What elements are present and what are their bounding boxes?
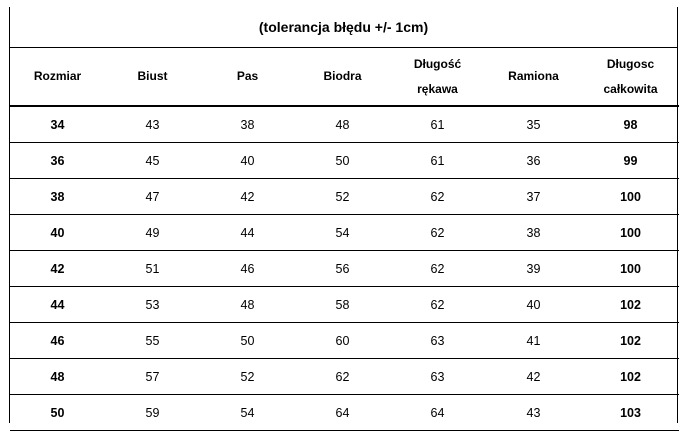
column-header-line: Biodra [323, 69, 362, 83]
table-cell: 40 [200, 143, 295, 179]
table-cell: 52 [200, 359, 295, 395]
table-cell: 60 [295, 323, 390, 359]
table-row [10, 215, 679, 251]
table-cell: 42 [485, 359, 582, 395]
table-row [10, 323, 679, 359]
table-cell: 48 [10, 359, 105, 395]
table-cell: 43 [105, 106, 200, 143]
column-header-line: Biust [137, 69, 168, 83]
table-cell: 59 [105, 395, 200, 431]
table-cell: 55 [105, 323, 200, 359]
table-cell: 35 [485, 106, 582, 143]
table-cell: 62 [390, 251, 485, 287]
table-cell: 62 [295, 359, 390, 395]
table-row [10, 287, 679, 323]
table-cell: 50 [295, 143, 390, 179]
column-header [295, 48, 390, 106]
column-header [485, 48, 582, 106]
size-table [10, 48, 679, 431]
table-cell: 99 [582, 143, 679, 179]
column-header [200, 48, 295, 106]
table-cell: 38 [10, 179, 105, 215]
table-cell: 44 [200, 215, 295, 251]
table-row [10, 359, 679, 395]
table-cell: 62 [390, 287, 485, 323]
column-header [10, 48, 105, 106]
column-header [582, 48, 679, 106]
table-row [10, 106, 679, 143]
table-cell: 39 [485, 251, 582, 287]
column-header-line: całkowita [603, 81, 658, 96]
table-cell: 54 [295, 215, 390, 251]
table-cell: 102 [582, 323, 679, 359]
table-cell: 52 [295, 179, 390, 215]
table-cell: 42 [10, 251, 105, 287]
table-cell: 57 [105, 359, 200, 395]
table-cell: 36 [485, 143, 582, 179]
table-cell: 61 [390, 143, 485, 179]
header-row [10, 48, 679, 106]
table-cell: 49 [105, 215, 200, 251]
table-cell: 48 [200, 287, 295, 323]
table-cell: 47 [105, 179, 200, 215]
table-cell: 46 [200, 251, 295, 287]
table-cell: 38 [485, 215, 582, 251]
column-header [105, 48, 200, 106]
table-cell: 42 [200, 179, 295, 215]
table-cell: 41 [485, 323, 582, 359]
table-cell: 51 [105, 251, 200, 287]
size-chart [9, 7, 678, 423]
table-row [10, 143, 679, 179]
table-cell: 58 [295, 287, 390, 323]
column-header-line: Długosc [606, 56, 655, 71]
table-cell: 61 [390, 106, 485, 143]
table-cell: 44 [10, 287, 105, 323]
column-header-line: Ramiona [508, 69, 559, 83]
table-cell: 102 [582, 287, 679, 323]
table-cell: 40 [485, 287, 582, 323]
table-cell: 50 [200, 323, 295, 359]
table-cell: 37 [485, 179, 582, 215]
table-cell: 103 [582, 395, 679, 431]
table-cell: 53 [105, 287, 200, 323]
table-cell: 48 [295, 106, 390, 143]
table-cell: 62 [390, 215, 485, 251]
table-cell: 38 [200, 106, 295, 143]
table-cell: 34 [10, 106, 105, 143]
table-cell: 43 [485, 395, 582, 431]
table-cell: 100 [582, 179, 679, 215]
table-cell: 64 [390, 395, 485, 431]
table-cell: 64 [295, 395, 390, 431]
table-cell: 56 [295, 251, 390, 287]
table-cell: 63 [390, 359, 485, 395]
table-cell: 54 [200, 395, 295, 431]
table-row [10, 395, 679, 431]
table-cell: 62 [390, 179, 485, 215]
table-cell: 50 [10, 395, 105, 431]
table-cell: 100 [582, 215, 679, 251]
table-cell: 98 [582, 106, 679, 143]
column-header-line: Długość [413, 56, 462, 71]
table-cell: 36 [10, 143, 105, 179]
table-row [10, 179, 679, 215]
table-row [10, 251, 679, 287]
table-cell: 45 [105, 143, 200, 179]
column-header-line: Rozmiar [33, 69, 82, 83]
column-header-line: Pas [236, 69, 259, 83]
table-cell: 102 [582, 359, 679, 395]
table-cell: 46 [10, 323, 105, 359]
table-cell: 63 [390, 323, 485, 359]
table-title: (tolerancja błędu +/- 1cm) [10, 7, 677, 48]
table-body [10, 106, 679, 431]
table-cell: 40 [10, 215, 105, 251]
column-header [390, 48, 485, 106]
table-cell: 100 [582, 251, 679, 287]
column-header-line: rękawa [417, 81, 458, 96]
